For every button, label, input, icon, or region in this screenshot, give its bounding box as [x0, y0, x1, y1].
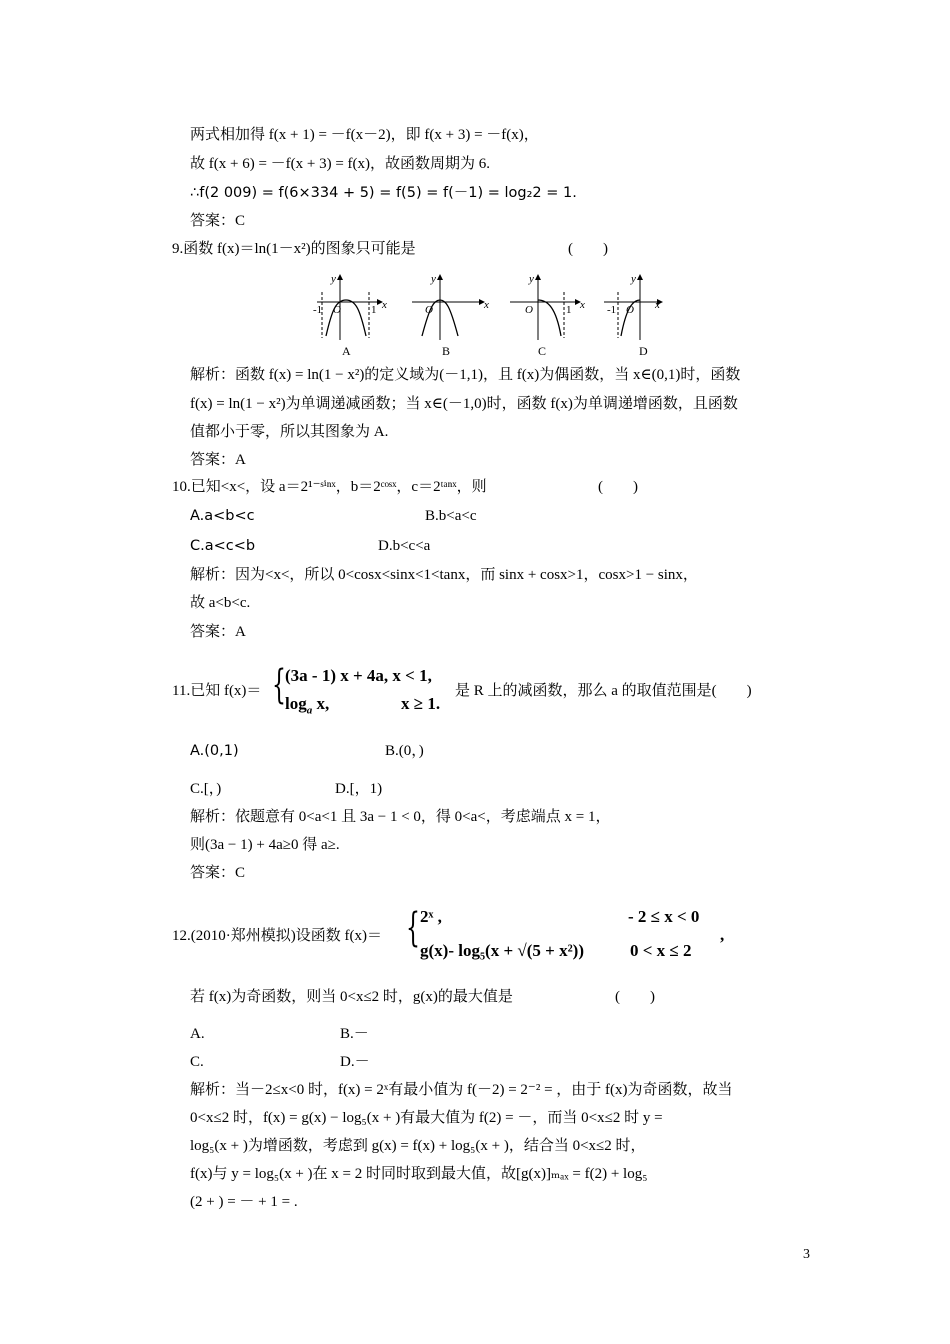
piecewise-row [285, 693, 329, 721]
brace-icon: { [406, 905, 420, 951]
axis-label: y [331, 273, 336, 285]
question-9-paren: ( ) [568, 241, 608, 257]
piecewise-expr: (3a - 1) x + 4a, x < 1, [285, 666, 432, 685]
piecewise-row [285, 665, 432, 687]
question-12-analysis: log₅(x + )为增函数，考虑到 g(x) = f(x) + log₅(x + )，结合当 0<x≤2 时， [190, 1138, 646, 1154]
piecewise-expr: 2ˣ , [420, 907, 442, 926]
question-10: 10.已知<x<，设 a＝2¹⁻ˢⁱⁿˣ，b＝2ᶜᵒˢˣ，c＝2ᵗᵃⁿˣ，则 [172, 479, 487, 495]
tick-label: 1 [371, 304, 377, 316]
graph-label: D [639, 344, 648, 358]
graph-label: A [342, 344, 351, 358]
piecewise-expr: log [285, 694, 307, 713]
question-12-analysis: 解析：当－2≤x<0 时，f(x) = 2ˣ有最小值为 f(－2) = 2⁻² = ，由于 f(x)为奇函数，故当 [190, 1082, 733, 1098]
piecewise-expr: x, [312, 694, 330, 713]
option-b: B.b<a<c [425, 508, 477, 524]
piecewise-cond: x ≥ 1. [401, 694, 441, 713]
question-11-analysis: 则(3a − 1) + 4a≥0 得 a≥. [190, 837, 340, 853]
option-c: C.[，) [190, 781, 222, 797]
axis-label: y [529, 273, 534, 285]
question-12-analysis: 0<x≤2 时，f(x) = g(x) − log₅(x + )有最大值为 f(2) = －，而当 0<x≤2 时 y = [190, 1110, 663, 1126]
graph-d [604, 273, 662, 358]
axis-label: x [580, 299, 585, 311]
graph-c [510, 273, 585, 358]
question-9-graphs [312, 270, 672, 360]
text-line: ∴f(2 009) = f(6×334 + 5) = f(5) = f(－1) = log₂2 = 1. [190, 185, 577, 201]
answer-line: 答案：C [190, 865, 246, 881]
text-line: 故 f(x + 6) = －f(x + 3) = f(x)，故函数周期为 6. [190, 156, 491, 172]
graph-label: C [538, 344, 547, 358]
subscript: a [306, 704, 313, 717]
option-c: C.a<c<b [190, 538, 256, 554]
answer-line: 答案：A [190, 452, 246, 468]
option-b: B.(0，) [385, 743, 424, 759]
tick-label: -1 [313, 304, 323, 316]
text-line: 两式相加得 f(x + 1) = －f(x－2)，即 f(x + 3) = －f(x)， [190, 127, 539, 143]
brace-icon: { [272, 662, 286, 708]
origin-label: O [525, 304, 533, 316]
question-12-analysis: f(x)与 y = log₅(x + )在 x = 2 时同时取到最大值，故[g(x)]ₘₐₓ = f(2) + log₅ [190, 1166, 648, 1182]
question-10-analysis: 解析：因为<x<，所以 0<cosx<sinx<1<tanx，而 sinx + cosx>1，cosx>1 − sinx， [190, 567, 698, 583]
question-10-paren: ( ) [598, 479, 638, 495]
question-11-tail: 是 R 上的减函数，那么 a 的取值范围是( ) [455, 683, 752, 699]
option-a: A.(0,1) [190, 743, 239, 759]
option-d: D.b<c<a [378, 538, 431, 554]
question-11-analysis: 解析：依题意有 0<a<1 且 3a − 1 < 0，得 0<a<，考虑端点 x = 1， [190, 809, 611, 825]
option-b: B.－ [340, 1026, 369, 1042]
question-12-analysis: (2 + ) = － + 1 = . [190, 1194, 298, 1210]
option-d: D.[，1) [335, 781, 383, 797]
axis-label: y [631, 273, 636, 285]
question-9: 9.函数 f(x)＝ln(1－x²)的图象只可能是 [172, 241, 416, 257]
piecewise-expr: g(x)- log₅(x + √(5 + x²)) [420, 941, 584, 960]
question-9-analysis: 值都小于零，所以其图象为 A. [190, 424, 389, 440]
axis-label: x [655, 299, 660, 311]
option-a: A.a<b<c [190, 508, 255, 524]
graph-a [313, 273, 387, 358]
tick-label: 1 [566, 304, 572, 316]
origin-label: O [626, 304, 634, 316]
question-12-paren: ( ) [615, 989, 655, 1005]
answer-line: 答案：A [190, 624, 246, 640]
origin-label: O [333, 304, 341, 316]
graph-label: B [442, 344, 451, 358]
option-d: D.－ [340, 1054, 370, 1070]
question-12: 12.(2010·郑州模拟)设函数 f(x)＝ [172, 928, 382, 944]
piecewise-cond: - 2 ≤ x < 0 [628, 907, 700, 926]
origin-label: O [425, 304, 433, 316]
axis-label: x [484, 299, 489, 311]
question-11: 11.已知 f(x)＝ [172, 683, 262, 699]
question-10-analysis: 故 a<b<c. [190, 595, 251, 611]
trailing-comma: , [720, 925, 725, 944]
question-9-analysis: f(x) = ln(1 − x²)为单调递减函数；当 x∈(－1,0)时，函数 f(x)为单调递增函数，且函数 [190, 396, 738, 412]
piecewise-cond: 0 < x ≤ 2 [630, 941, 692, 960]
page-number: 3 [803, 1247, 810, 1262]
option-a: A. [190, 1026, 205, 1042]
option-c: C. [190, 1054, 204, 1070]
axis-label: x [382, 299, 387, 311]
graph-b [412, 273, 489, 358]
tick-label: -1 [607, 304, 617, 316]
axis-label: y [431, 273, 436, 285]
answer-line: 答案：C [190, 213, 246, 229]
question-9-analysis: 解析：函数 f(x) = ln(1 − x²)的定义域为(－1,1)，且 f(x)为偶函数，当 x∈(0,1)时，函数 [190, 367, 741, 383]
question-12-line: 若 f(x)为奇函数，则当 0<x≤2 时，g(x)的最大值是 [190, 989, 513, 1005]
